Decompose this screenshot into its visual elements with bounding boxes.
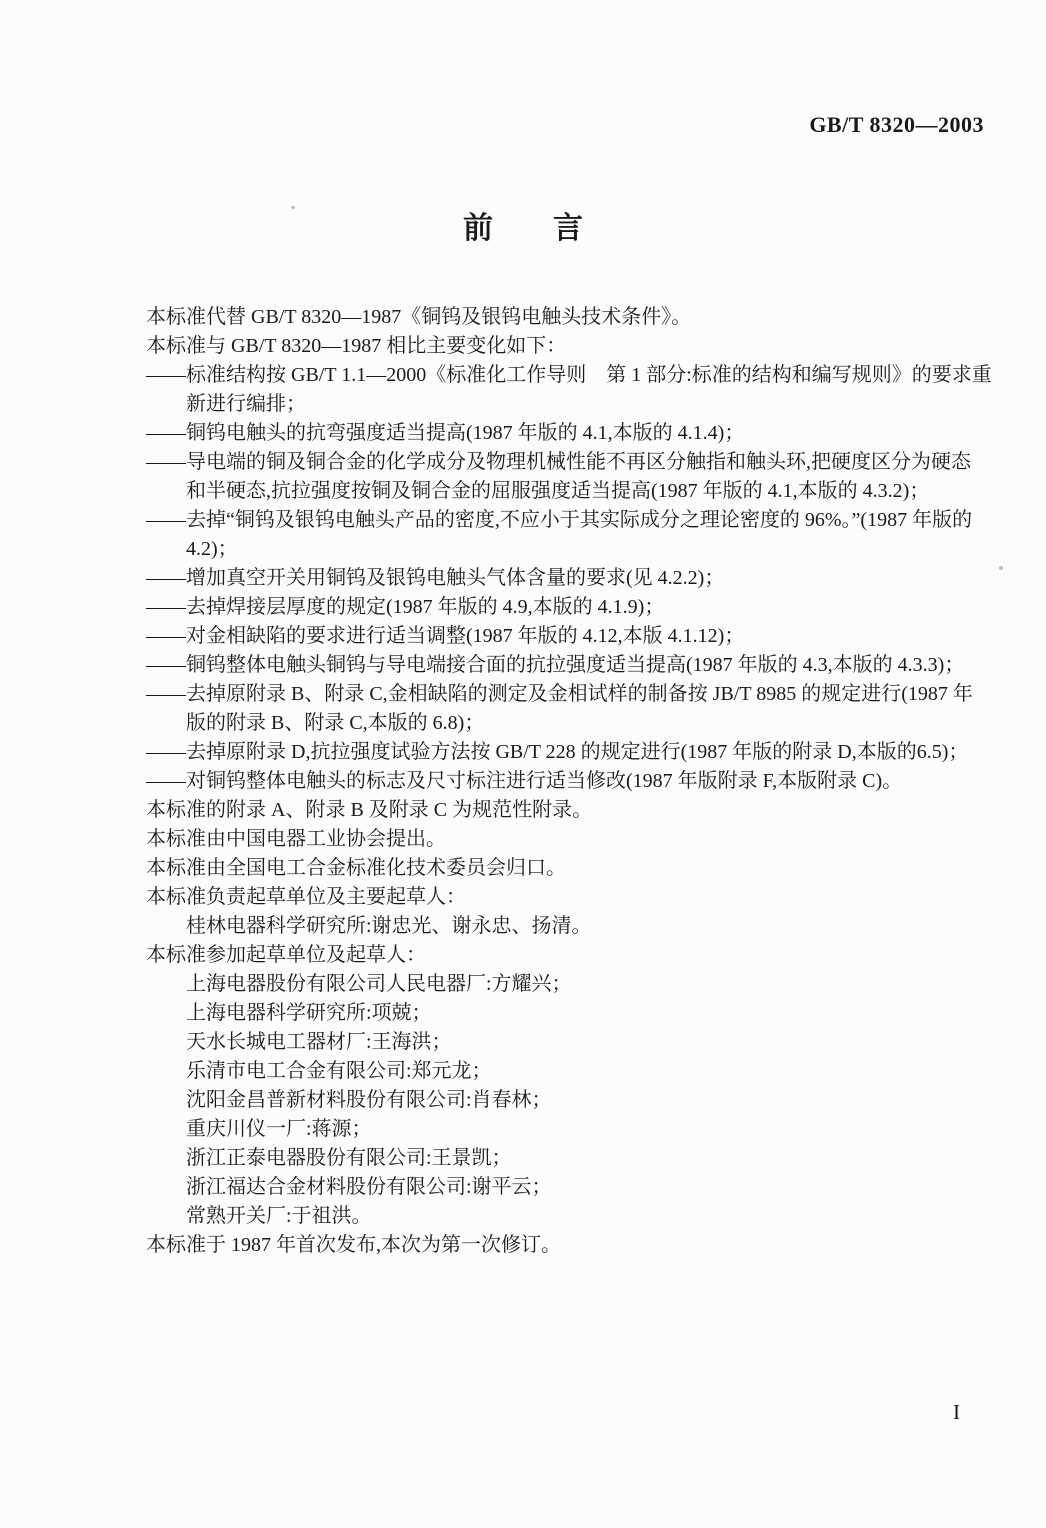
text-line: 本标准负责起草单位及主要起草人： bbox=[146, 886, 466, 908]
text-line: 桂林电器科学研究所:谢忠光、谢永忠、扬清。 bbox=[186, 915, 592, 937]
text-line: ——对金相缺陷的要求进行适当调整(1987 年版的 4.12,本版 4.1.12)； bbox=[146, 625, 745, 647]
text-line: 本标准由全国电工合金标准化技术委员会归口。 bbox=[146, 857, 566, 879]
page-number: I bbox=[953, 1400, 960, 1424]
scan-speck bbox=[291, 206, 295, 209]
foreword-body bbox=[146, 303, 1006, 1260]
text-line: 本标准的附录 A、附录 B 及附录 C 为规范性附录。 bbox=[146, 799, 593, 821]
text-line: 本标准参加起草单位及起草人： bbox=[146, 944, 426, 966]
text-line: 重庆川仪一厂:蒋源； bbox=[186, 1118, 372, 1140]
text-line: 本标准于 1987 年首次发布,本次为第一次修订。 bbox=[146, 1234, 561, 1256]
text-line: 本标准代替 GB/T 8320—1987《铜钨及银钨电触头技术条件》。 bbox=[146, 306, 692, 328]
text-line: ——导电端的铜及铜合金的化学成分及物理机械性能不再区分触指和触头环,把硬度区分为硬态 bbox=[146, 451, 971, 473]
text-line: 天水长城电工器材厂:王海洪； bbox=[186, 1031, 452, 1053]
text-line: ——铜钨整体电触头铜钨与导电端接合面的抗拉强度适当提高(1987 年版的 4.3,本版的 4.3.3)； bbox=[146, 654, 965, 676]
page-title: 前 言 bbox=[463, 212, 583, 245]
text-line: 浙江正泰电器股份有限公司:王景凯； bbox=[186, 1147, 512, 1169]
text-line: 本标准与 GB/T 8320—1987 相比主要变化如下： bbox=[146, 335, 567, 357]
text-line: 浙江福达合金材料股份有限公司:谢平云； bbox=[186, 1176, 552, 1198]
text-line: ——去掉原附录 B、附录 C,金相缺陷的测定及金相试样的制备按 JB/T 8985 的规定进行(1987 年 bbox=[146, 683, 973, 705]
text-line: ——去掉焊接层厚度的规定(1987 年版的 4.9,本版的 4.1.9)； bbox=[146, 596, 665, 618]
text-line: ——去掉“铜钨及银钨电触头产品的密度,不应小于其实际成分之理论密度的 96%。”(1987 年版的 bbox=[146, 509, 973, 531]
text-line: 本标准由中国电器工业协会提出。 bbox=[146, 828, 446, 850]
text-line: 沈阳金昌普新材料股份有限公司:肖春林； bbox=[186, 1089, 552, 1111]
text-line: 上海电器股份有限公司人民电器厂:方耀兴； bbox=[186, 973, 572, 995]
scan-speck bbox=[999, 566, 1003, 570]
text-line: 新进行编排； bbox=[186, 393, 306, 415]
text-line: 版的附录 B、附录 C,本版的 6.8)； bbox=[186, 712, 485, 734]
text-line: ——铜钨电触头的抗弯强度适当提高(1987 年版的 4.1,本版的 4.1.4)； bbox=[146, 422, 745, 444]
text-line: 乐清市电工合金有限公司:郑元龙； bbox=[186, 1060, 492, 1082]
text-line: ——去掉原附录 D,抗拉强度试验方法按 GB/T 228 的规定进行(1987 年版的附录 D,本版的6.5)； bbox=[146, 741, 969, 763]
text-line: ——标准结构按 GB/T 1.1—2000《标准化工作导则 第 1 部分:标准的结构和编写规则》的要求重 bbox=[146, 364, 992, 386]
text-line: 上海电器科学研究所:项兢； bbox=[186, 1002, 432, 1024]
text-line: ——对铜钨整体电触头的标志及尺寸标注进行适当修改(1987 年版附录 F,本版附录 C)。 bbox=[146, 770, 903, 792]
standard-number: GB/T 8320—2003 bbox=[809, 112, 984, 137]
text-line: 常熟开关厂:于祖洪。 bbox=[186, 1205, 372, 1227]
text-line: 4.2)； bbox=[186, 538, 238, 560]
text-line: ——增加真空开关用铜钨及银钨电触头气体含量的要求(见 4.2.2)； bbox=[146, 567, 725, 589]
text-line: 和半硬态,抗拉强度按铜及铜合金的屈服强度适当提高(1987 年版的 4.1,本版的 4.3.2)； bbox=[186, 480, 930, 502]
